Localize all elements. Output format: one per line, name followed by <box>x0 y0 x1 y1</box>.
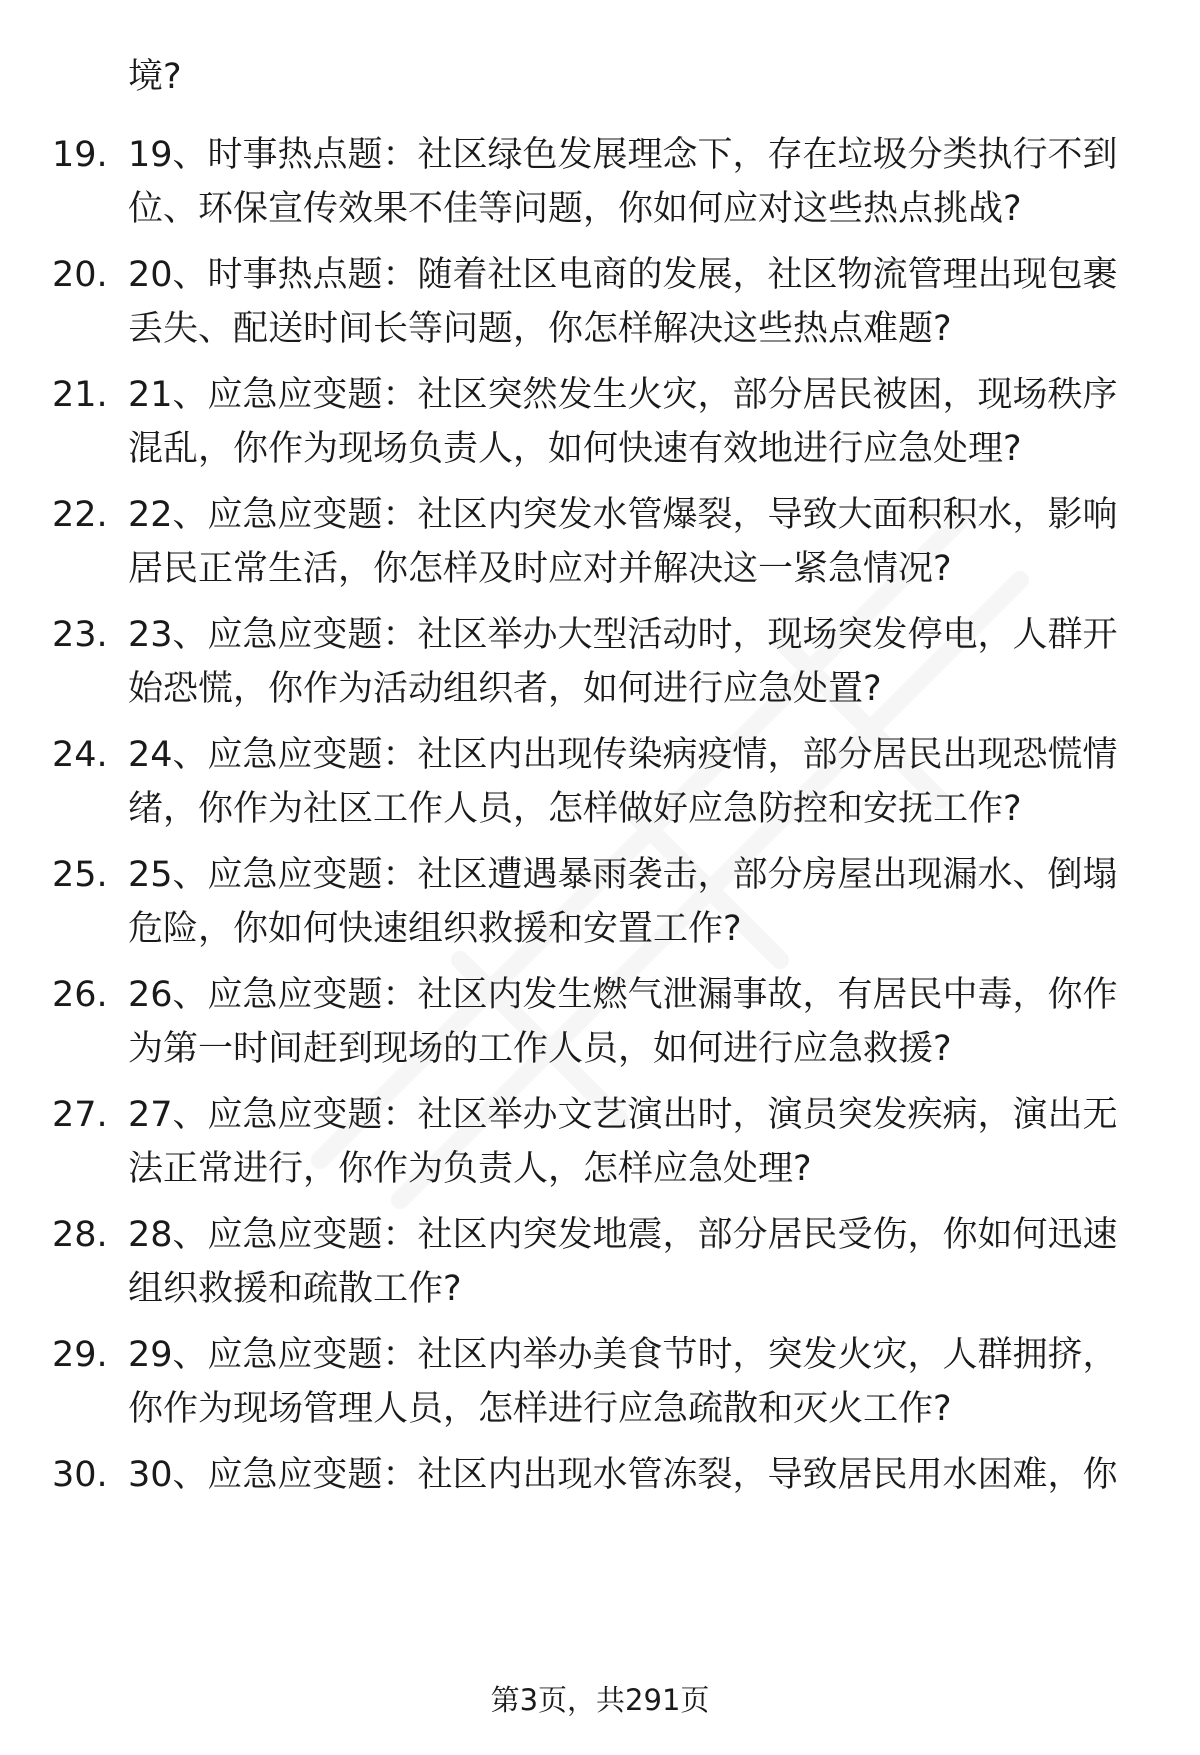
text-line: 23、应急应变题：社区举办大型活动时，现场突发停电，人群开 <box>128 615 1118 655</box>
item-number: 23. <box>52 615 108 655</box>
item-text <box>128 488 1148 596</box>
text-line: 危险，你如何快速组织救援和安置工作? <box>128 909 742 949</box>
text-line: 位、环保宣传效果不佳等问题，你如何应对这些热点挑战? <box>128 189 1022 229</box>
text-line: 居民正常生活，你怎样及时应对并解决这一紧急情况? <box>128 549 952 589</box>
text-line: 20、时事热点题：随着社区电商的发展，社区物流管理出现包裹 <box>128 255 1118 295</box>
text-line: 29、应急应变题：社区内举办美食节时，突发火灾，人群拥挤， <box>128 1335 1118 1375</box>
item-text <box>128 248 1148 356</box>
text-line: 混乱，你作为现场负责人，如何快速有效地进行应急处理? <box>128 429 1022 469</box>
item-number: 25. <box>52 855 108 895</box>
item-number: 21. <box>52 375 108 415</box>
item-text <box>128 608 1148 716</box>
item-text <box>128 128 1148 236</box>
page-footer: 第3页，共291页 <box>490 1683 710 1717</box>
text-line: 组织救援和疏散工作? <box>128 1269 462 1309</box>
item-number: 20. <box>52 255 108 295</box>
text-line: 19、时事热点题：社区绿色发展理念下，存在垃圾分类执行不到 <box>128 135 1118 175</box>
item-number: 22. <box>52 495 108 535</box>
text-line: 始恐慌，你作为活动组织者，如何进行应急处置? <box>128 669 882 709</box>
text-line: 21、应急应变题：社区突然发生火灾，部分居民被困，现场秩序 <box>128 375 1118 415</box>
item-text <box>128 1208 1148 1316</box>
text-line: 丢失、配送时间长等问题，你怎样解决这些热点难题? <box>128 309 952 349</box>
text-line: 24、应急应变题：社区内出现传染病疫情，部分居民出现恐慌情 <box>128 735 1118 775</box>
text-line: 法正常进行，你作为负责人，怎样应急处理? <box>128 1149 812 1189</box>
item-number: 27. <box>52 1095 108 1135</box>
text-line: 22、应急应变题：社区内突发水管爆裂，导致大面积积水，影响 <box>128 495 1118 535</box>
item-text <box>128 968 1148 1076</box>
item-text <box>128 368 1148 476</box>
text-line: 境? <box>128 57 182 97</box>
item-text <box>128 1088 1148 1196</box>
text-line: 27、应急应变题：社区举办文艺演出时，演员突发疾病，演出无 <box>128 1095 1118 1135</box>
item-text <box>128 1328 1148 1436</box>
item-number: 24. <box>52 735 108 775</box>
item-text <box>128 728 1148 836</box>
item-number: 28. <box>52 1215 108 1255</box>
text-line: 你作为现场管理人员，怎样进行应急疏散和灭火工作? <box>128 1389 952 1429</box>
text-line: 25、应急应变题：社区遭遇暴雨袭击，部分房屋出现漏水、倒塌 <box>128 855 1118 895</box>
item-number: 30. <box>52 1455 108 1495</box>
text-line: 30、应急应变题：社区内出现水管冻裂，导致居民用水困难，你 <box>128 1455 1118 1495</box>
text-line: 26、应急应变题：社区内发生燃气泄漏事故，有居民中毒，你作 <box>128 975 1118 1015</box>
item-number: 26. <box>52 975 108 1015</box>
item-number: 19. <box>52 135 108 175</box>
text-line: 为第一时间赶到现场的工作人员，如何进行应急救援? <box>128 1029 952 1069</box>
item-text <box>128 50 1148 104</box>
item-text <box>128 1448 1148 1502</box>
item-number: 29. <box>52 1335 108 1375</box>
text-line: 绪，你作为社区工作人员，怎样做好应急防控和安抚工作? <box>128 789 1022 829</box>
item-text <box>128 848 1148 956</box>
text-line: 28、应急应变题：社区内突发地震，部分居民受伤，你如何迅速 <box>128 1215 1118 1255</box>
